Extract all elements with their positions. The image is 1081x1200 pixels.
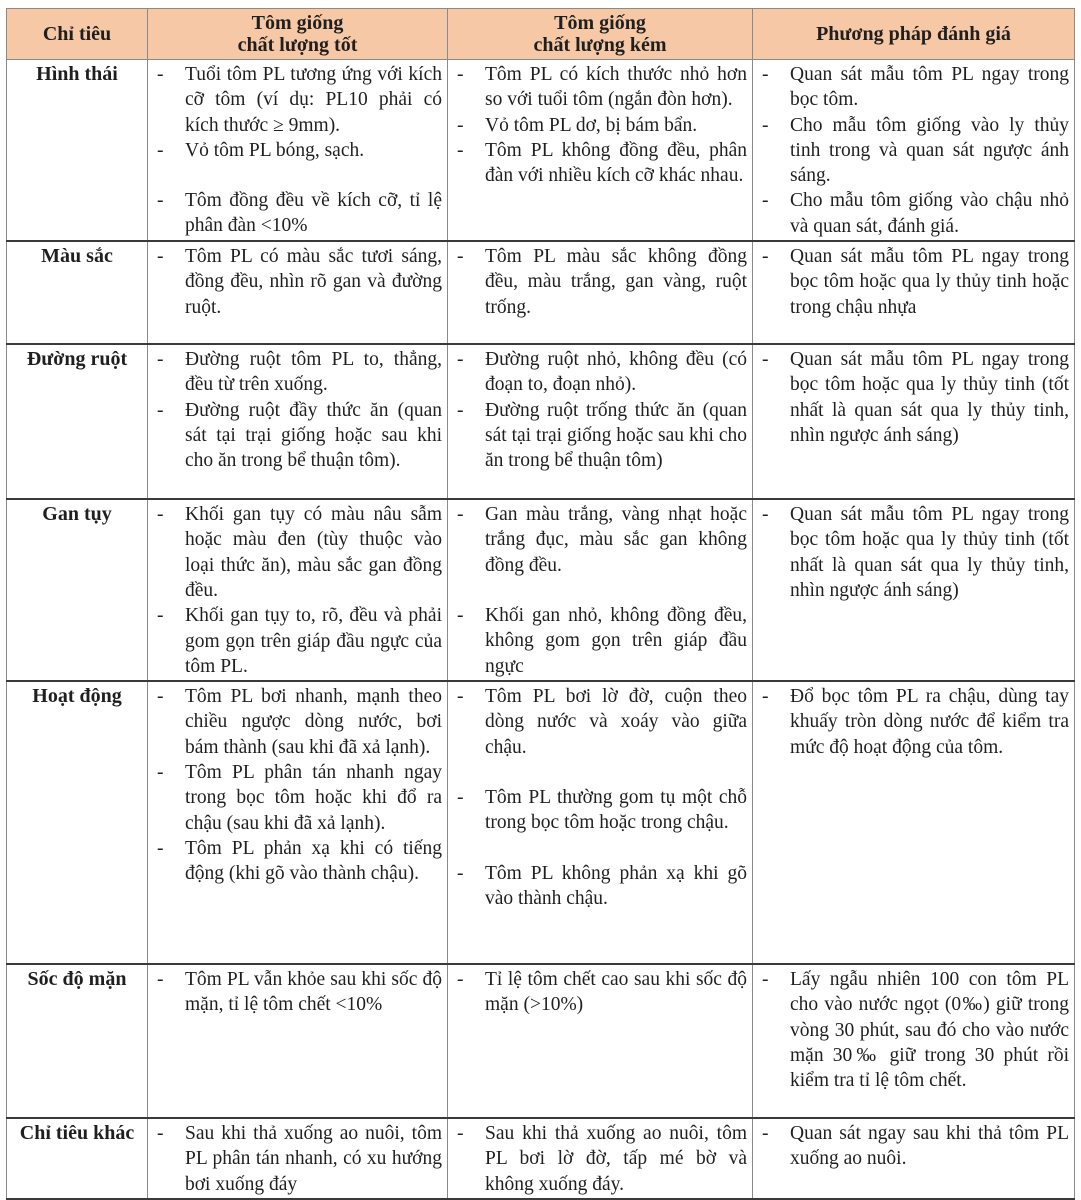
bullet: - [457, 64, 464, 85]
header-poor-quality: Tôm giống chất lượng kém [448, 9, 753, 60]
list-item [758, 502, 1069, 603]
bad-cell [448, 1118, 753, 1199]
item-text: Tôm PL bơi nhanh, mạnh theo chiều ngược dòng nước, bơi bám thành (sau khi đã xả lạnh). [185, 686, 442, 758]
bullet: - [157, 64, 164, 85]
item-text: Tôm PL thường gom tụ một chỗ trong bọc tôm hoặc trong chậu. [485, 787, 747, 834]
bullet: - [157, 605, 164, 627]
item-text: Khối gan nhỏ, không đồng đều, không gom gọn trên giáp đầu ngực [485, 604, 747, 677]
bullet: - [762, 686, 769, 708]
list-item [453, 244, 747, 320]
good-cell [148, 964, 448, 1118]
shrimp-quality-table [6, 8, 1075, 1200]
bullet: - [762, 504, 769, 526]
list-item [453, 785, 747, 836]
list-item [758, 684, 1069, 760]
item-text: Đường ruột đầy thức ăn (quan sát tại trại giống hoặc sau khi cho ăn trong bể thuận tôm). [185, 399, 442, 472]
item-text: Tôm PL bơi lờ đờ, cuộn theo dòng nước và xoáy vào giữa chậu. [485, 686, 747, 758]
list-item [453, 398, 747, 474]
item-text: Vỏ tôm PL bóng, sạch. [185, 139, 365, 161]
bullet: - [457, 686, 464, 708]
list-item [153, 244, 442, 320]
list-item [153, 188, 442, 239]
item-text: Tỉ lệ tôm chết cao sau khi sốc độ mặn (>10%) [485, 969, 747, 1016]
item-text: Cho mẫu tôm giống vào ly thủy tinh trong và quan sát ngược ánh sáng. [790, 114, 1069, 187]
criterion-cell: Hoạt động [7, 681, 148, 964]
list-item [758, 967, 1069, 1093]
bullet: - [157, 969, 164, 991]
bullet: - [457, 504, 464, 526]
header-good-quality: Tôm giống chất lượng tốt [148, 9, 448, 60]
bullet: - [457, 114, 464, 136]
method-cell [753, 241, 1075, 344]
item-text: Đổ bọc tôm PL ra chậu, dùng tay khuấy tròn dòng nước để kiểm tra mức độ hoạt động của tôm. [790, 686, 1069, 758]
list-item [758, 347, 1069, 448]
item-text: Lấy ngẫu nhiên 100 con tôm PL cho vào nước ngọt (0‰) giữ trong vòng 30 phút, sau đó cho vào nước mặn 30‰ giữ trong 30 phút rồi kiểm tra tỉ lệ tôm chết. [790, 969, 1069, 1092]
bullet: - [157, 349, 164, 371]
good-cell [148, 499, 448, 681]
bullet: - [157, 1123, 164, 1145]
item-text: Tôm PL phân tán nhanh ngay trong bọc tôm hoặc khi đổ ra chậu (sau khi đã xả lạnh). [185, 762, 442, 834]
item-text: Khối gan tụy có màu nâu sẫm hoặc màu đen (tùy thuộc vào loại thức ăn), màu sắc gan đồng đều. [185, 504, 442, 601]
bullet: - [457, 349, 464, 371]
item-text: Gan màu trắng, vàng nhạt hoặc trắng đục, màu sắc gan không đồng đều. [485, 504, 747, 576]
list-item [153, 603, 442, 679]
bullet: - [157, 762, 164, 784]
bad-cell [448, 344, 753, 499]
bullet: - [457, 139, 464, 161]
list-item [453, 967, 747, 1018]
row-hepatopancreas [7, 499, 1075, 681]
list-item [453, 684, 747, 760]
good-cell [148, 344, 448, 499]
item-text: Cho mẫu tôm giống vào chậu nhỏ và quan sát, đánh giá. [790, 190, 1069, 237]
item-text: Vỏ tôm PL dơ, bị bám bẩn. [485, 114, 698, 136]
bullet: - [762, 64, 769, 85]
item-text: Quan sát mẫu tôm PL ngay trong bọc tôm hoặc qua ly thủy tinh hoặc trong chậu nhựa [790, 246, 1069, 318]
row-other-criteria [7, 1118, 1075, 1199]
header-criterion: Chỉ tiêu [7, 9, 148, 60]
list-item [758, 244, 1069, 320]
bad-cell [448, 60, 753, 242]
method-cell [753, 344, 1075, 499]
list-item [453, 603, 747, 679]
row-activity [7, 681, 1075, 964]
item-text: Tuổi tôm PL tương ứng với kích cỡ tôm (ví dụ: PL10 phải có kích thước ≥ 9mm). [185, 64, 442, 136]
method-cell [753, 681, 1075, 964]
item-text: Sau khi thả xuống ao nuôi, tôm PL phân tán nhanh, có xu hướng bơi xuống đáy [185, 1123, 442, 1195]
bullet: - [762, 114, 769, 136]
list-item [153, 62, 442, 138]
bullet: - [157, 837, 164, 859]
bullet: - [157, 504, 164, 526]
bullet: - [457, 604, 464, 626]
good-cell [148, 60, 448, 242]
criterion-cell: Đường ruột [7, 344, 148, 499]
item-text: Tôm đồng đều về kích cỡ, tỉ lệ phân đàn <10% [185, 190, 442, 237]
list-item [453, 62, 747, 113]
item-text: Sau khi thả xuống ao nuôi, tôm PL bơi lờ đờ, tấp mé bờ và không xuống đáy. [485, 1123, 747, 1195]
header-row [7, 9, 1075, 60]
list-item [453, 861, 747, 912]
row-color [7, 241, 1075, 344]
list-item [453, 138, 747, 189]
list-item [153, 138, 442, 163]
list-item [453, 347, 747, 398]
list-item [153, 347, 442, 398]
bullet: - [157, 686, 164, 708]
item-text: Khối gan tụy to, rõ, đều và phải gom gọn trên giáp đầu ngực của tôm PL. [185, 605, 442, 677]
list-item [153, 836, 442, 887]
list-item [758, 188, 1069, 239]
bullet: - [762, 190, 769, 212]
item-text: Quan sát mẫu tôm PL ngay trong bọc tôm. [790, 64, 1069, 111]
bullet: - [762, 1123, 769, 1145]
list-item [153, 1121, 442, 1197]
item-text: Tôm PL vẫn khỏe sau khi sốc độ mặn, tỉ lệ tôm chết <10% [185, 969, 442, 1016]
item-text: Quan sát mẫu tôm PL ngay trong bọc tôm hoặc qua ly thủy tinh (tốt nhất là quan sát qua ly thủy tinh, nhìn ngược ánh sáng) [790, 349, 1069, 446]
item-text: Quan sát mẫu tôm PL ngay trong bọc tôm hoặc qua ly thủy tinh (tốt nhất là quan sát qua ly thủy tinh, nhìn ngược ánh sáng) [790, 504, 1069, 601]
item-text: Tôm PL không đồng đều, phân đàn với nhiều kích cỡ khác nhau. [485, 139, 747, 187]
row-intestine [7, 344, 1075, 499]
item-text: Đường ruột tôm PL to, thẳng, đều từ trên xuống. [185, 349, 442, 396]
criterion-cell: Gan tụy [7, 499, 148, 681]
bullet: - [762, 246, 769, 268]
list-item [153, 398, 442, 474]
bad-cell [448, 499, 753, 681]
item-text: Tôm PL không phản xạ khi gõ vào thành chậu. [485, 862, 747, 909]
list-item [758, 1121, 1069, 1172]
item-text: Tôm PL màu sắc không đồng đều, màu trắng, gan vàng, ruột trống. [485, 246, 747, 318]
bullet: - [157, 139, 164, 161]
list-item [453, 1121, 747, 1197]
criterion-cell: Sốc độ mặn [7, 964, 148, 1118]
good-cell [148, 241, 448, 344]
good-cell [148, 681, 448, 964]
list-item [453, 502, 747, 578]
bullet: - [457, 399, 464, 421]
list-item [153, 684, 442, 760]
bullet: - [157, 190, 164, 212]
bullet: - [457, 969, 464, 991]
bad-cell [448, 964, 753, 1118]
list-item [153, 502, 442, 603]
bullet: - [157, 246, 164, 268]
criterion-cell: Màu sắc [7, 241, 148, 344]
bullet: - [762, 349, 769, 371]
criterion-cell: Chỉ tiêu khác [7, 1118, 148, 1199]
item-text: Quan sát ngay sau khi thả tôm PL xuống ao nuôi. [790, 1123, 1069, 1170]
bad-cell [448, 241, 753, 344]
bullet: - [762, 969, 769, 991]
item-text: Đường ruột nhỏ, không đều (có đoạn to, đoạn nhỏ). [485, 349, 747, 396]
bullet: - [457, 1123, 464, 1145]
list-item [758, 62, 1069, 113]
item-text: Tôm PL có kích thước nhỏ hơn so với tuổi tôm (ngắn đòn hơn). [485, 64, 747, 111]
list-item [153, 760, 442, 836]
row-salinity-shock [7, 964, 1075, 1118]
good-cell [148, 1118, 448, 1199]
item-text: Tôm PL phản xạ khi có tiếng động (khi gõ vào thành chậu). [185, 837, 442, 885]
row-morphology [7, 60, 1075, 242]
method-cell [753, 964, 1075, 1118]
item-text: Đường ruột trống thức ăn (quan sát tại trại giống hoặc sau khi cho ăn trong bể thuận tôm) [485, 399, 747, 472]
method-cell [753, 1118, 1075, 1199]
method-cell [753, 60, 1075, 242]
bullet: - [157, 399, 164, 421]
bad-cell [448, 681, 753, 964]
bullet: - [457, 862, 464, 884]
list-item [758, 113, 1069, 189]
criterion-cell: Hình thái [7, 60, 148, 242]
method-cell [753, 499, 1075, 681]
header-evaluation-method: Phương pháp đánh giá [753, 9, 1075, 60]
list-item [153, 967, 442, 1018]
bullet: - [457, 787, 464, 809]
item-text: Tôm PL có màu sắc tươi sáng, đồng đều, nhìn rõ gan và đường ruột. [185, 246, 442, 318]
list-item [453, 113, 747, 138]
bullet: - [457, 246, 464, 268]
